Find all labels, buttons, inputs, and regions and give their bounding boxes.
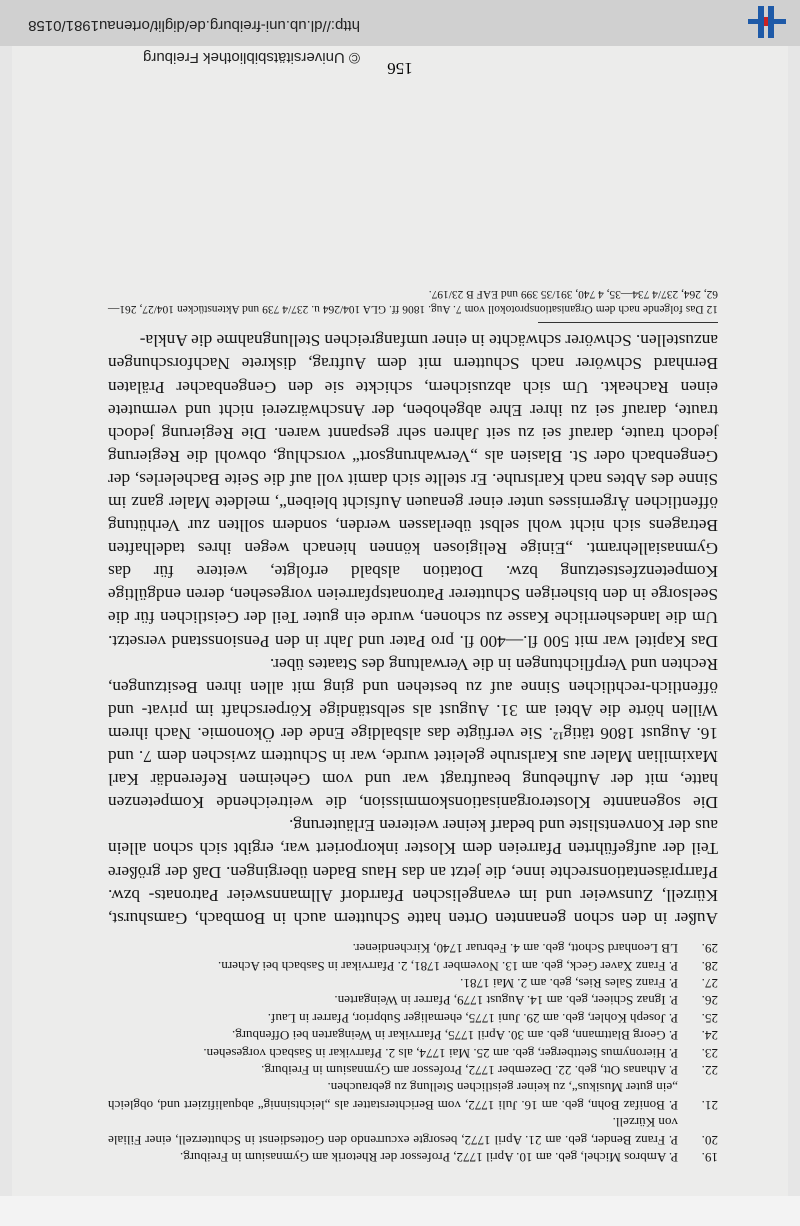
entry-text: P. Hieronymus Stettberger, geb. am 25. Mai 1774, als 2. Pfarrvikar in Sasbach vorgesehen.: [203, 1045, 678, 1061]
book-page: [12, 46, 788, 1196]
source-url-link[interactable]: http://dl.ub.uni-freiburg.de/diglit/ortenau1981/0158: [28, 17, 360, 34]
entry-number: 29.: [701, 941, 718, 957]
paragraph: Außer in den schon genannten Orten hatte Schuttern auch in Bombach, Gamshurst, Kürzell, Zunsweier und im evangelischen Pfarrdorf Allmannsweier Patronats- bzw. Pfarrpräsentationsrechte inne, die jetzt an das Haus Baden übergingen. Daß der größere Teil der aufgeführten Pfarreien dem Kloster inkorporiert war, ergibt sich schon allein aus der Konventsliste und bedarf keiner weiteren Erläuterung.: [108, 816, 718, 928]
viewer-footer-bar: [0, 0, 800, 66]
entry-number: 25.: [701, 1010, 718, 1026]
list-item: [108, 957, 718, 974]
entry-number: 23.: [701, 1045, 718, 1061]
list-item: [108, 1149, 718, 1166]
paragraph: Die sogenannte Klosterorganisationskommission, die weitreichende Kompetenzen hatte, mit der Aufhebung beauftragt war und vom Geheimen Referendär Karl Maximilian Maler aus Karlsruhe geleitet wurde, war in Schuttern zwischen dem 7. und 16. August 1806 tätig¹². Sie verfügte das alsbaldige Ende der Ökonomie. Nach ihrem Willen hörte die Abtei am 31. August als selbständige Körperschaft im privat- und öffentlich-rechtlichen Sinne auf zu bestehen und ging mit allen ihren Besitzungen, Rechten und Verpflichtungen in die Verwaltung des Staates über.: [108, 654, 718, 813]
entry-number: 19.: [701, 1150, 718, 1165]
entry-text: P. Franz Sales Ries, geb. am 2. Mai 1781.: [460, 975, 678, 991]
entry-text: P. Georg Blattmann, geb. am 30. April 1775, Pfarrvikar in Weingarten bei Offenburg.: [232, 1028, 678, 1044]
footnote-rule: [538, 322, 718, 323]
entry-text: P. Franz Xaver Geck, geb. am 13. November 1781, 2. Pfarrvikar in Sasbach bei Achern.: [218, 958, 678, 974]
entry-number: 28.: [701, 958, 718, 974]
library-credit: © Universitätsbibliothek Freiburg: [143, 49, 360, 66]
body-paragraphs: [108, 329, 718, 929]
entry-text: P. Bonifaz Bohn, geb. am 16. Juli 1772, vom Berichterstatter als „leichtsinnig“ abqualifiziert und, obgleich „ein guter Musikus“, zu keiner geistlichen Stellung zu gebrauchen.: [108, 1080, 678, 1113]
list-item: [108, 1009, 718, 1026]
page-text: [108, 286, 718, 1166]
list-item: [108, 1114, 718, 1149]
list-item: [108, 1079, 718, 1114]
entry-number: 27.: [701, 975, 718, 991]
entry-text: P. Athanas Ott, geb. 22. Dezember 1772, Professor am Gymnasium in Freiburg.: [261, 1062, 678, 1078]
page-number: 156: [387, 59, 413, 78]
list-item: [108, 1044, 718, 1061]
entry-number: 22.: [701, 1062, 718, 1078]
university-logo-icon: [748, 6, 788, 40]
entry-text: LB Leonhard Schott, geb. am 4. Februar 1740, Kirchendiener.: [352, 941, 678, 957]
entry-text: P. Ambros Michel, geb. am 10. April 1772, Professor der Rhetorik am Gymnasium in Freiburg.: [179, 1150, 678, 1165]
entry-number: 26.: [701, 993, 718, 1009]
list-item: [108, 992, 718, 1009]
entry-text: P. Joseph Kohler, geb. am 29. Juni 1775, ehemaliger Subprior, Pfarrer in Lauf.: [267, 1010, 678, 1026]
scan-edge: [0, 1196, 800, 1226]
footnote: 12 Das folgende nach dem Organisationsprotokoll vom 7. Aug. 1806 ff. GLA 104/264 u. 237/4 739 und Aktenstücken 104/27, 261—62, 264, 237/4 734—35, 4 740, 391/35 399 und EAF B 23/197.: [108, 288, 718, 316]
list-item: [108, 1027, 718, 1044]
list-item: [108, 940, 718, 957]
convent-list: [108, 940, 718, 1166]
entry-number: 20.: [701, 1132, 718, 1148]
entry-number: 24.: [701, 1028, 718, 1044]
paragraph: Das Kapitel war mit 500 fl.—400 fl. pro Pater und Jahr in den Pensionsstand versetzt. Um die landesherrliche Kasse zu schonen, wurde ein guter Teil der Geistlichen für die Seelsorge in den bisherigen Schutterer Patronatspfarreien vorgesehen, deren endgültige Kompetenzfestsetzung bzw. Dotation alsbald erfolgte, weitere für das Gymnasiallehramt. „Einige Religiosen können hienach wegen ihres tadelhaften Betragens sich nicht wohl selbst überlassen werden, sondern sollten zur Verhütung öffentlichen Ärgernisses unter einer genauen Aufsicht bleiben“, meldete Maler ganz im Sinne des Abtes nach Karlsruhe. Er stellte sich damit voll auf die Seite Bachelerles, der Gengenbach oder St. Blasien als „Verwahrungsort“ vorschlug, obwohl die Regierung jedoch traute, darauf sei zu seit Jahren sehr gespannt waren. Die Regierung jedoch traute, darauf sei zu ihrer Ehre abgehoben, der Anschwärzerei nicht und vermutete einen Racheakt. Um sich abzusichern, schickte sie den Gengenbacher Prälaten Bernhard Schwörer nach Schuttern mit dem Auftrag, diskrete Nachforschungen anzustellen. Schwörer schwächte in einer umfangreichen Stellungnahme die Ankla-: [108, 331, 718, 651]
entry-text: P. Franz Bender, geb. am 21. April 1772, besorgte excurrendo den Gottesdienst in Schutterzell, einer Filiale von Kürzell.: [108, 1115, 678, 1148]
list-item: [108, 975, 718, 992]
entry-text: P. Ignaz Schieer, geb. am 14. August 1779, Pfarrer in Weingarten.: [334, 993, 678, 1009]
entry-number: 21.: [701, 1097, 718, 1113]
list-item: [108, 1062, 718, 1079]
